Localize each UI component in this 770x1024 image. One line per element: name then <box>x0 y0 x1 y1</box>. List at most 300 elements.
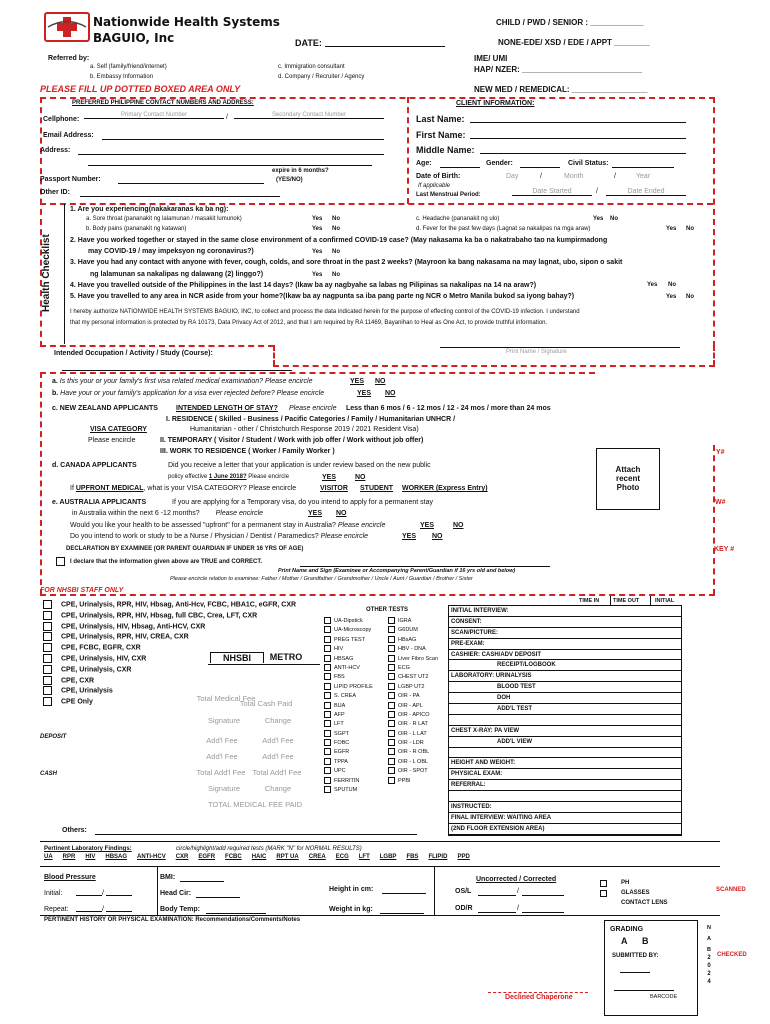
test-checkbox[interactable] <box>324 739 331 746</box>
q1d: d. Fever for the past few days (Lagnat sa nakalipas na mga araw) <box>416 226 591 232</box>
q1b-yes[interactable]: Yes <box>312 226 323 232</box>
station-label: (2ND FLOOR EXTENSION AREA) <box>451 825 545 832</box>
station-row[interactable] <box>449 780 681 791</box>
test-item[interactable] <box>388 683 438 692</box>
au-q1: If you are applying for a Temporary visa, do you intend to apply for a permanent stay <box>172 499 433 506</box>
ca-no[interactable]: NO <box>355 474 366 481</box>
package-label: CPE, Urinalysis, RPR, HIV, Hbsag, Anti-Hcv, FCBC, HBA1C, eGFR, CXR <box>61 601 297 609</box>
sign-note: Print Name and Sign (Examinee or Accompanying Parent/Guardian if 16 yrs old and below) <box>278 568 516 574</box>
visa-qa-no[interactable]: NO <box>375 378 386 385</box>
test-label: HBSAG <box>334 655 354 662</box>
lab-test[interactable]: HBSAG <box>105 854 128 860</box>
height-input[interactable] <box>382 886 426 894</box>
test-checkbox[interactable] <box>324 664 331 671</box>
test-item[interactable] <box>324 626 373 635</box>
os-uncorrected[interactable] <box>478 888 516 896</box>
lab-test[interactable]: FLIPID <box>428 854 448 860</box>
visa-qa: a. Is this your or your family's first visa related medical examination? Please encircle <box>52 378 313 385</box>
test-checkbox[interactable] <box>324 748 331 755</box>
package-label: CPE, Urinalysis <box>61 687 113 695</box>
test-label: OIR - APL <box>398 702 423 709</box>
test-label: FBS <box>334 674 345 681</box>
ca-visitor[interactable]: VISITOR <box>320 485 348 492</box>
referred-label: Referred by: <box>48 55 90 62</box>
gender-input[interactable] <box>520 160 560 168</box>
ca-question: Did you receive a letter that your application is under review based on the new public <box>168 462 431 469</box>
package-label: CPE, CXR <box>61 676 95 684</box>
address-label: Address: <box>40 147 71 154</box>
deposit-label: DEPOSIT <box>40 734 67 740</box>
addl-fee-3[interactable]: Add'l Fee <box>206 752 238 761</box>
station-row[interactable] <box>449 639 681 650</box>
ca-worker[interactable]: WORKER (Express Entry) <box>402 485 488 492</box>
occupation-label: Intended Occupation / Activity / Study (Course): <box>54 350 213 357</box>
test-item[interactable] <box>324 786 373 795</box>
referred-c: c. Immigration consultant <box>278 64 345 70</box>
nz-stay: INTENDED LENGTH OF STAY? <box>176 405 278 412</box>
referred-d: d. Company / Recruiter / Agency <box>278 74 365 80</box>
station-row[interactable] <box>449 802 681 813</box>
station-row[interactable] <box>449 650 681 661</box>
package-item[interactable] <box>43 611 296 622</box>
package-checkbox[interactable] <box>43 686 52 695</box>
package-item[interactable] <box>43 622 296 633</box>
ph-checkbox[interactable] <box>600 880 607 887</box>
test-item[interactable] <box>388 748 438 757</box>
lab-test[interactable]: RPT UA <box>276 854 299 860</box>
ime-line: IME/ UMI <box>474 54 508 63</box>
passport-input[interactable] <box>118 176 264 184</box>
submitted-label: SUBMITTED BY: <box>612 953 659 959</box>
addl-fee-2[interactable]: Add'l Fee <box>262 736 294 745</box>
test-item[interactable] <box>388 777 438 786</box>
lab-test[interactable]: HAIC <box>251 854 267 860</box>
if-applicable: If applicable <box>418 183 451 189</box>
q3-yes[interactable]: Yes <box>312 272 323 278</box>
grade-a[interactable]: A <box>621 936 628 946</box>
nz-label: c. NEW ZEALAND APPLICANTS <box>52 405 158 412</box>
test-checkbox[interactable] <box>388 748 395 755</box>
passport-label: Passport Number: <box>40 176 101 183</box>
signature-cell-2[interactable]: Signature <box>207 784 241 793</box>
test-checkbox[interactable] <box>388 720 395 727</box>
addl-fee-1[interactable]: Add'l Fee <box>206 736 238 745</box>
ca-yes[interactable]: YES <box>322 474 337 481</box>
test-item[interactable] <box>324 730 373 739</box>
test-checkbox[interactable] <box>324 617 331 624</box>
test-item[interactable] <box>324 767 373 776</box>
test-item[interactable] <box>388 702 438 711</box>
nz-cat1[interactable]: I. RESIDENCE ( Skilled - Business / Pacific Categories / Family / Humanitarian UNHCR / <box>166 416 456 423</box>
test-item[interactable] <box>388 730 438 739</box>
nz-encircle: Please encircle <box>289 405 337 412</box>
station-label: PRE-EXAM: <box>451 640 485 647</box>
bp-initial-sys[interactable] <box>76 888 102 896</box>
date-started-input[interactable]: Date Started <box>512 188 592 196</box>
test-checkbox[interactable] <box>324 673 331 680</box>
nhsbi-header: NHSBI <box>210 652 264 663</box>
total-cash-paid[interactable]: Total Cash Paid <box>239 699 293 708</box>
od-corrected[interactable] <box>522 905 564 913</box>
station-row[interactable] <box>449 704 681 715</box>
test-checkbox[interactable] <box>324 636 331 643</box>
q2-yes[interactable]: Yes <box>312 249 323 255</box>
test-label: SGPT <box>334 730 349 737</box>
test-checkbox[interactable] <box>388 645 395 652</box>
declaration: DECLARATION BY EXAMINEE (OR PARENT GUARDIAN IF UNDER 16 YRS OF AGE) <box>66 546 304 552</box>
test-checkbox[interactable] <box>388 711 395 718</box>
test-checkbox[interactable] <box>324 702 331 709</box>
test-checkbox[interactable] <box>324 767 331 774</box>
secondary-contact-input[interactable]: Secondary Contact Number <box>234 112 384 119</box>
package-checkbox[interactable] <box>43 643 52 652</box>
dob-month[interactable]: Month <box>564 173 584 180</box>
test-item[interactable] <box>324 692 373 701</box>
test-checkbox[interactable] <box>324 786 331 793</box>
test-label: G6DUM <box>398 627 418 634</box>
station-row[interactable] <box>449 606 681 617</box>
test-checkbox[interactable] <box>388 730 395 737</box>
weight-input[interactable] <box>380 906 424 914</box>
test-checkbox[interactable] <box>388 626 395 633</box>
client-heading: CLIENT INFORMATION: <box>456 100 535 107</box>
q1c-no[interactable]: No <box>610 216 618 222</box>
lab-test[interactable]: CREA <box>308 854 326 860</box>
test-label: PPBI <box>398 777 411 784</box>
package-item[interactable] <box>43 632 296 643</box>
package-checkbox[interactable] <box>43 632 52 641</box>
test-item[interactable] <box>324 748 373 757</box>
age-label: Age: <box>416 160 432 167</box>
q3b: ng lalamunan sa nakalipas ng dalawang (2) linggo?) <box>90 271 264 278</box>
civil-status-input[interactable] <box>612 160 674 168</box>
test-label: IGRA <box>398 617 412 624</box>
lab-test[interactable]: LFT <box>358 854 370 860</box>
package-item[interactable] <box>43 686 296 697</box>
au-q3: Do you intend to work or study to be a Nurse / Physician / Dentist / Paramedics? <box>70 533 319 540</box>
station-row[interactable] <box>449 769 681 780</box>
lab-test[interactable]: UA <box>44 854 53 860</box>
package-checkbox[interactable] <box>43 622 52 631</box>
visa-qb-no[interactable]: NO <box>385 390 396 397</box>
bp-initial: Initial: <box>44 890 63 897</box>
station-label: INITIAL INTERVIEW: <box>451 608 509 614</box>
package-checkbox[interactable] <box>43 697 52 706</box>
package-checkbox[interactable] <box>43 611 52 620</box>
station-label: ADD'L TEST <box>497 706 532 713</box>
q4-no[interactable]: No <box>668 282 676 288</box>
test-item[interactable] <box>388 617 438 626</box>
test-item[interactable] <box>388 655 438 664</box>
total-addl-fee-2[interactable]: Total Add'l Fee <box>252 768 302 777</box>
test-item[interactable] <box>324 664 373 673</box>
metro-header: METRO <box>269 652 303 662</box>
test-item[interactable] <box>388 758 438 767</box>
dob-year[interactable]: Year <box>636 173 651 180</box>
email-label: Email Address: <box>43 132 94 139</box>
test-item[interactable] <box>388 636 438 645</box>
test-label: OIR - LDR <box>398 740 424 747</box>
other-id-input[interactable] <box>80 189 280 197</box>
test-checkbox[interactable] <box>388 758 395 765</box>
station-label: HEIGHT AND WEIGHT: <box>451 760 516 767</box>
height-label: Height in cm: <box>329 886 374 893</box>
test-checkbox[interactable] <box>324 730 331 737</box>
test-label: ANTI-HCV <box>334 664 360 671</box>
test-item[interactable] <box>388 767 438 776</box>
test-checkbox[interactable] <box>324 720 331 727</box>
test-checkbox[interactable] <box>388 636 395 643</box>
q1d-yes[interactable]: Yes <box>666 226 677 232</box>
test-checkbox[interactable] <box>324 692 331 699</box>
change-cell[interactable]: Change <box>264 716 292 725</box>
station-label: RECEIPT/LOGBOOK <box>497 662 556 669</box>
new-med-line: NEW MED / REMEDICAL: _________________ <box>474 85 648 94</box>
station-row[interactable] <box>449 660 681 671</box>
test-checkbox[interactable] <box>388 617 395 624</box>
photo-box[interactable] <box>596 448 660 510</box>
test-checkbox[interactable] <box>388 673 395 680</box>
org-city: BAGUIO, Inc <box>93 31 175 45</box>
bp-repeat-dia[interactable] <box>106 904 132 912</box>
attach-label: Attach <box>615 465 641 474</box>
declare-checkbox[interactable] <box>56 557 65 566</box>
station-label: ADD'L VIEW <box>497 738 532 745</box>
test-item[interactable] <box>324 636 373 645</box>
first-name-input[interactable] <box>470 130 686 139</box>
lab-test[interactable]: ANTI-HCV <box>137 854 166 860</box>
q2-no[interactable]: No <box>332 249 340 255</box>
q1d-no[interactable]: No <box>686 226 694 232</box>
test-item[interactable] <box>324 683 373 692</box>
test-item[interactable] <box>324 739 373 748</box>
os-corrected[interactable] <box>522 888 564 896</box>
test-checkbox[interactable] <box>388 692 395 699</box>
declined-chaperone[interactable]: Declined Chaperone <box>505 994 573 1001</box>
bp-initial-dia[interactable] <box>106 888 132 896</box>
test-checkbox[interactable] <box>324 655 331 662</box>
ca-student[interactable]: STUDENT <box>360 485 394 492</box>
test-label: AFP <box>334 711 345 718</box>
ca-policy: policy effective <box>168 474 208 480</box>
referred-b: b. Embassy Information <box>90 74 154 80</box>
expire-note: expire in 6 months? <box>272 168 329 174</box>
test-checkbox[interactable] <box>324 711 331 718</box>
test-checkbox[interactable] <box>388 777 395 784</box>
au-q1b: in Australia within the next 6 -12 months? Please encircle <box>72 510 264 517</box>
nz-cat1b[interactable]: Humanitarian - other / Christchurch Response 2019 / 2021 Resident Visa) <box>190 426 419 433</box>
q1b-no[interactable]: No <box>332 226 340 232</box>
lab-test[interactable]: ECG <box>335 854 349 860</box>
package-label: CPE, Urinalysis, RPR, HIV, CREA, CXR <box>61 633 189 641</box>
test-item[interactable] <box>388 664 438 673</box>
test-item[interactable] <box>324 720 373 729</box>
test-label: OIR - PA <box>398 693 420 700</box>
test-checkbox[interactable] <box>324 645 331 652</box>
body-temp-input[interactable] <box>206 906 266 914</box>
date-field[interactable] <box>325 38 445 47</box>
test-item[interactable] <box>324 758 373 767</box>
dob-day[interactable]: Day <box>506 173 519 180</box>
y-number: Y# <box>716 449 725 456</box>
address-input-2[interactable] <box>88 158 372 166</box>
test-label: UA-Microscopy <box>334 627 372 634</box>
station-row[interactable] <box>449 715 681 726</box>
lab-test[interactable]: PPD <box>457 854 470 860</box>
head-cir-input[interactable] <box>196 890 240 898</box>
package-checkbox[interactable] <box>43 600 52 609</box>
station-row[interactable] <box>449 737 681 748</box>
ca-encircle: Please encircle <box>248 474 289 480</box>
test-item[interactable] <box>388 673 438 682</box>
test-item[interactable] <box>388 692 438 701</box>
package-label: CPE, FCBC, EGFR, CXR <box>61 644 141 652</box>
other-id-label: Other ID: <box>40 189 70 196</box>
glasses-checkbox[interactable] <box>600 890 607 897</box>
station-row[interactable] <box>449 682 681 693</box>
test-checkbox[interactable] <box>388 655 395 662</box>
test-item[interactable] <box>324 645 373 654</box>
test-checkbox[interactable] <box>324 683 331 690</box>
nz-durations[interactable]: Less than 6 mos / 6 - 12 mos / 12 - 24 mos / more than 24 mos <box>346 405 551 412</box>
test-item[interactable] <box>388 645 438 654</box>
station-row[interactable] <box>449 693 681 704</box>
org-name: Nationwide Health Systems <box>93 15 280 29</box>
au-q3-no[interactable]: NO <box>432 533 443 540</box>
lab-test[interactable]: FBS <box>406 854 419 860</box>
q4-yes[interactable]: Yes <box>647 282 658 288</box>
package-checkbox[interactable] <box>43 676 52 685</box>
station-row[interactable] <box>449 813 681 824</box>
station-label: FINAL INTERVIEW: WAITING AREA <box>451 814 552 821</box>
date-label: DATE: <box>295 38 322 48</box>
au-q2-yes[interactable]: YES <box>420 522 435 529</box>
q3-no[interactable]: No <box>332 272 340 278</box>
test-checkbox[interactable] <box>324 777 331 784</box>
lab-test[interactable]: CXR <box>175 854 189 860</box>
lab-test[interactable]: HIV <box>85 854 96 860</box>
date-ended-input[interactable]: Date Ended <box>606 188 686 196</box>
station-row[interactable] <box>449 791 681 802</box>
station-row[interactable] <box>449 748 681 759</box>
station-row[interactable] <box>449 824 681 835</box>
signature-cell[interactable]: Signature <box>207 716 241 725</box>
au-q3-yes[interactable]: YES <box>402 533 417 540</box>
au-q1-no[interactable]: NO <box>336 510 347 517</box>
test-item[interactable] <box>324 711 373 720</box>
bmi-input[interactable] <box>180 874 224 882</box>
od-uncorrected[interactable] <box>478 905 516 913</box>
visa-qa-yes[interactable]: YES <box>350 378 365 385</box>
nz-cat2[interactable]: II. TEMPORARY ( Visitor / Student / Work with job offer / Work without job offer) <box>160 437 424 444</box>
test-item[interactable] <box>388 626 438 635</box>
test-item[interactable] <box>388 739 438 748</box>
test-checkbox[interactable] <box>388 767 395 774</box>
test-checkbox[interactable] <box>388 664 395 671</box>
package-item[interactable] <box>43 600 296 611</box>
age-input[interactable] <box>440 160 480 168</box>
checked-label: CHECKED <box>717 952 747 958</box>
lab-test[interactable]: LGBP <box>379 854 397 860</box>
package-label: CPE, Urinalysis, CXR <box>61 666 132 674</box>
package-checkbox[interactable] <box>43 654 52 663</box>
test-checkbox[interactable] <box>388 683 395 690</box>
last-name-input[interactable] <box>470 114 686 123</box>
station-row[interactable] <box>449 758 681 769</box>
test-checkbox[interactable] <box>324 758 331 765</box>
q5-no[interactable]: No <box>686 294 694 300</box>
test-label: SPUTUM <box>334 786 358 793</box>
au-q1-yes[interactable]: YES <box>308 510 323 517</box>
nab-label: N A B <box>707 925 711 953</box>
lab-test[interactable]: RPR <box>62 854 76 860</box>
uncorrected-corrected: Uncorrected / Corrected <box>476 876 557 883</box>
test-checkbox[interactable] <box>324 626 331 633</box>
q5-yes[interactable]: Yes <box>666 294 677 300</box>
other-tests-heading: OTHER TESTS <box>366 607 409 613</box>
lab-test[interactable]: FCBC <box>225 854 242 860</box>
total-medical-fee-paid[interactable]: TOTAL MEDICAL FEE PAID <box>207 800 303 809</box>
station-row[interactable] <box>449 617 681 628</box>
time-in-header: TIME IN <box>579 598 600 604</box>
q1: 1. Are you experiencing(nakakaranas ka ba ng): <box>70 206 229 213</box>
child-line: CHILD / PWD / SENIOR : ____________ <box>496 18 644 27</box>
test-item[interactable] <box>324 655 373 664</box>
q1a-no[interactable]: No <box>332 216 340 222</box>
change-cell-2[interactable]: Change <box>264 784 292 793</box>
od-label: OD/R <box>455 905 473 912</box>
logo <box>44 12 90 42</box>
address-input[interactable] <box>78 147 384 155</box>
test-item[interactable] <box>324 702 373 711</box>
email-input[interactable] <box>102 132 384 140</box>
test-checkbox[interactable] <box>388 702 395 709</box>
primary-contact-input[interactable]: Primary Contact Number <box>84 112 224 119</box>
visa-qb-yes[interactable]: YES <box>357 390 372 397</box>
middle-name-input[interactable] <box>480 145 686 154</box>
lab-test[interactable]: EGFR <box>198 854 216 860</box>
q1c-yes[interactable]: Yes <box>593 216 604 222</box>
q5: 5. Have you travelled to any area in NCR aside from your home?(Ikaw ba ay nagpunta sa iba pang parte ng NCR o Metro Manila bukod sa iyong bahay?) <box>70 293 575 300</box>
station-row[interactable] <box>449 726 681 737</box>
slash-sep: / <box>226 114 228 121</box>
package-item[interactable] <box>43 665 296 676</box>
station-row[interactable] <box>449 671 681 682</box>
package-checkbox[interactable] <box>43 665 52 674</box>
test-item[interactable] <box>388 711 438 720</box>
test-checkbox[interactable] <box>388 739 395 746</box>
test-label: UPC <box>334 768 346 775</box>
head-cir-label: Head Cir: <box>160 890 192 897</box>
au-q2-no[interactable]: NO <box>453 522 464 529</box>
station-row[interactable] <box>449 628 681 639</box>
test-item[interactable] <box>324 673 373 682</box>
test-item[interactable] <box>324 617 373 626</box>
grade-b[interactable]: B <box>642 936 649 946</box>
total-medical-fee[interactable]: Total Medical Fee <box>196 694 256 703</box>
bp-repeat-sys[interactable] <box>76 904 102 912</box>
test-label: OIR - APICO <box>398 711 430 718</box>
total-addl-fee-1[interactable]: Total Add'l Fee <box>196 768 246 777</box>
q1a-yes[interactable]: Yes <box>312 216 323 222</box>
test-item[interactable] <box>388 720 438 729</box>
nz-cat3[interactable]: III. WORK TO RESIDENCE ( Worker / Family Worker ) <box>160 448 335 455</box>
package-item[interactable] <box>43 676 296 687</box>
package-label: CPE, Urinalysis, RPR, HIV, Hbsag, full CBC, Crea, LFT, CXR <box>61 612 258 620</box>
test-item[interactable] <box>324 777 373 786</box>
addl-fee-4[interactable]: Add'l Fee <box>262 752 294 761</box>
bmi-label: BMI: <box>160 874 176 881</box>
